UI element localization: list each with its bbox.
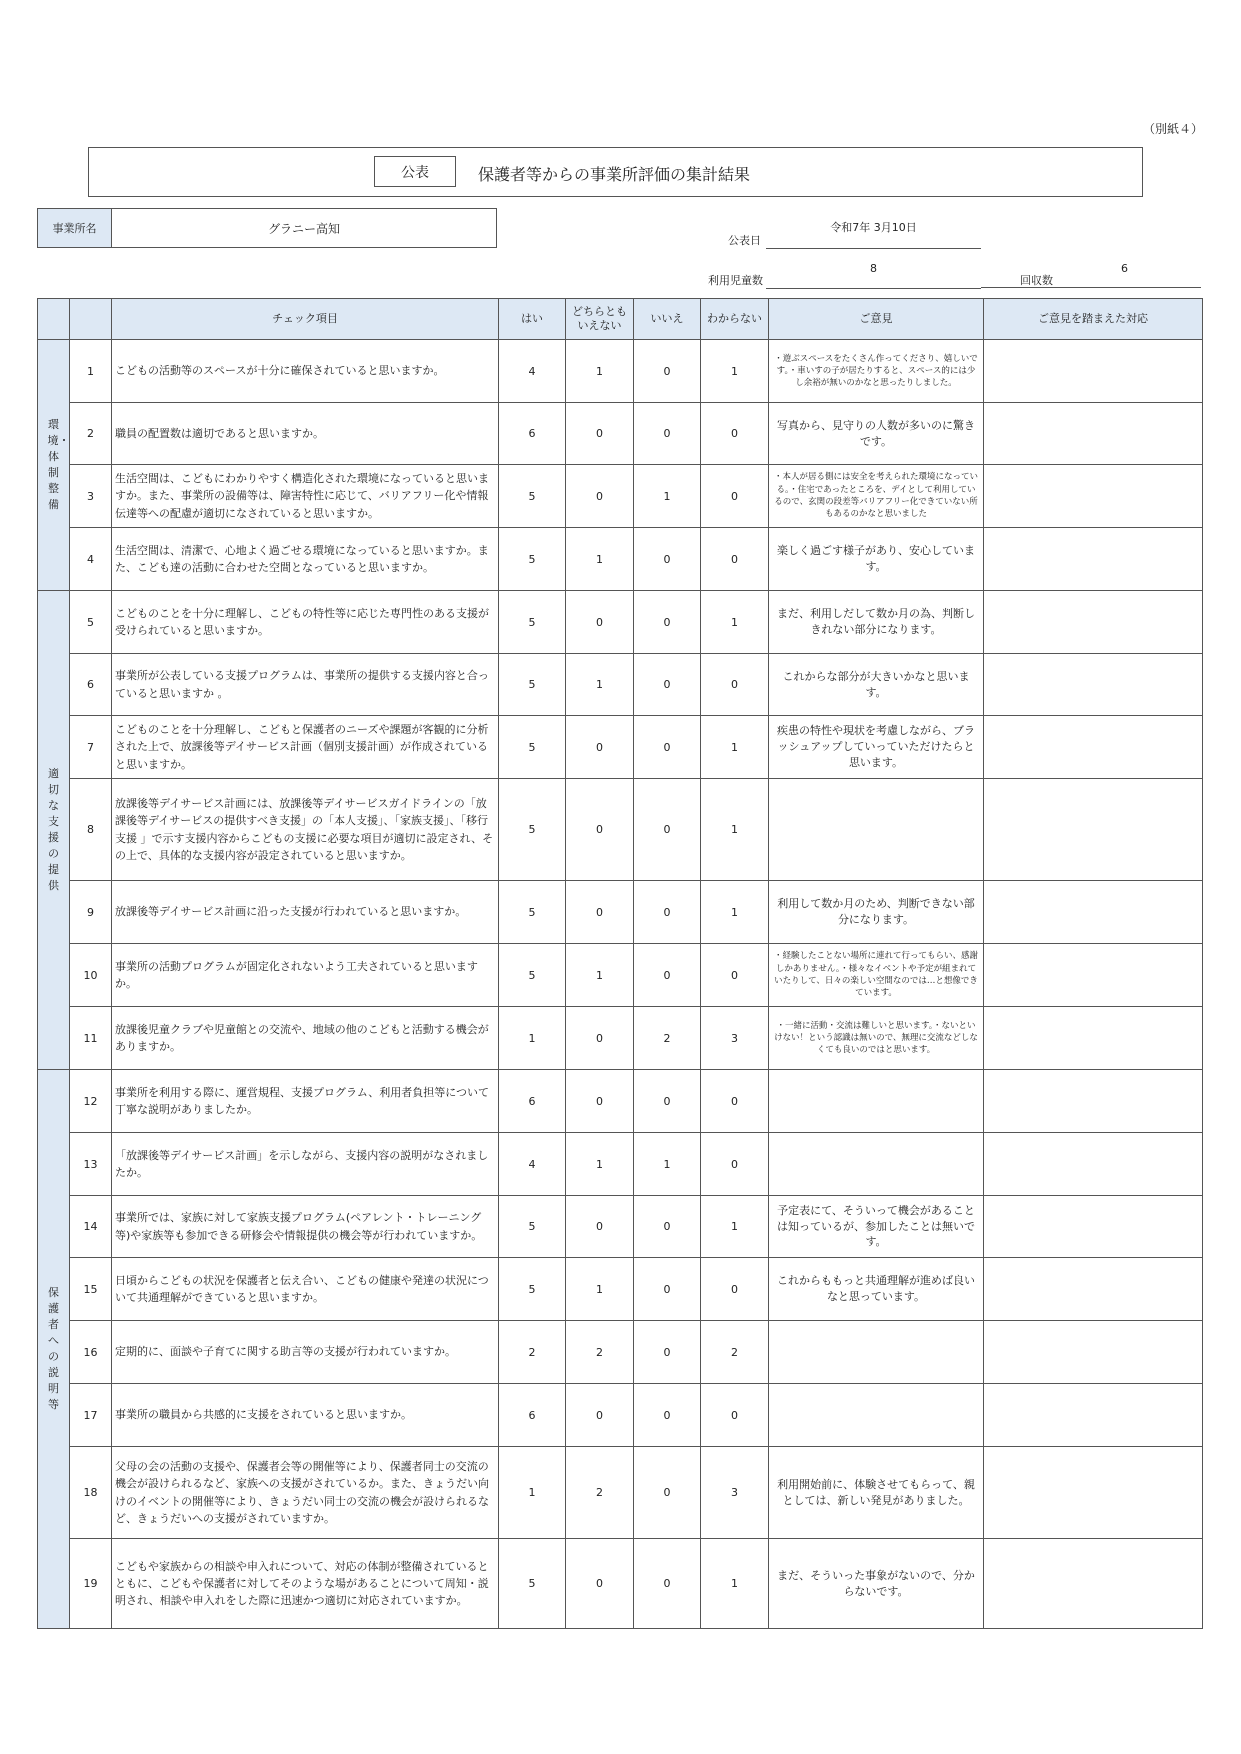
count-yes: 5 [499, 944, 566, 1007]
row-number: 19 [70, 1539, 112, 1629]
header-neutral: どちらとも いえない [566, 299, 634, 340]
count-neutral: 0 [566, 1384, 634, 1447]
count-unknown: 2 [701, 1321, 769, 1384]
count-no: 0 [634, 340, 701, 403]
table-row [38, 779, 1203, 881]
row-number: 10 [70, 944, 112, 1007]
row-number: 18 [70, 1447, 112, 1539]
count-yes: 1 [499, 1007, 566, 1070]
users-count-label: 利用児童数 [708, 274, 763, 287]
count-unknown: 1 [701, 340, 769, 403]
header-check-item: チェック項目 [112, 299, 499, 340]
table-row [38, 1070, 1203, 1133]
collected-count-value: 6 [981, 262, 1201, 288]
count-yes: 5 [499, 779, 566, 881]
count-neutral: 2 [566, 1321, 634, 1384]
check-item: 放課後等デイサービス計画には、放課後等デイサービスガイドラインの「放課後等デイサービスの提供すべき支援」の「本人支援」、「家族支援」、「移行支援 」で示す支援内容からこどもの支援に必要な項目が適切に設定され、その上で、具体的な支援内容が設定されていると思いますか。 [112, 779, 499, 881]
response-cell [984, 1258, 1203, 1321]
count-unknown: 1 [701, 1196, 769, 1258]
evaluation-table [37, 298, 1203, 1629]
opinion-cell [769, 1133, 984, 1196]
opinion-cell: 疾患の特性や現状を考慮しながら、ブラッシュアップしていっていただけたらと思います。 [769, 716, 984, 779]
count-unknown: 0 [701, 528, 769, 591]
count-yes: 6 [499, 1070, 566, 1133]
check-item: 事業所では、家族に対して家族支援プログラム(ペアレント・トレーニング等)や家族等も参加できる研修会や情報提供の機会等が行われていますか。 [112, 1196, 499, 1258]
count-unknown: 1 [701, 1539, 769, 1629]
opinion-cell: 利用して数か月のため、判断できない部分になります。 [769, 881, 984, 944]
header-unknown: わからない [701, 299, 769, 340]
page-title: 保護者等からの事業所評価の集計結果 [478, 165, 751, 184]
header-category [38, 299, 70, 340]
table-header-row [38, 299, 1203, 340]
response-cell [984, 1447, 1203, 1539]
category-cell [38, 340, 70, 591]
check-item: 事業所の活動プログラムが固定化されないよう工夫されていると思いますか。 [112, 944, 499, 1007]
response-cell [984, 779, 1203, 881]
row-number: 5 [70, 591, 112, 654]
header-yes: はい [499, 299, 566, 340]
count-neutral: 1 [566, 654, 634, 716]
row-number: 17 [70, 1384, 112, 1447]
table-row [38, 1196, 1203, 1258]
count-no: 2 [634, 1007, 701, 1070]
publication-date-label: 公表日 [728, 234, 761, 247]
response-cell [984, 1321, 1203, 1384]
row-number: 4 [70, 528, 112, 591]
category-label: 環境・体制整備 [47, 418, 70, 511]
header-response: ご意見を踏まえた対応 [984, 299, 1203, 340]
count-neutral: 0 [566, 1539, 634, 1629]
count-no: 0 [634, 716, 701, 779]
opinion-cell: まだ、利用しだして数か月の為、判断しきれない部分になります。 [769, 591, 984, 654]
opinion-cell [769, 1384, 984, 1447]
header-no: いいえ [634, 299, 701, 340]
row-number: 14 [70, 1196, 112, 1258]
count-no: 0 [634, 1196, 701, 1258]
count-unknown: 0 [701, 1070, 769, 1133]
count-yes: 6 [499, 1384, 566, 1447]
table-row [38, 1447, 1203, 1539]
count-unknown: 1 [701, 881, 769, 944]
count-yes: 4 [499, 1133, 566, 1196]
check-item: 日頃からこどもの状況を保護者と伝え合い、こどもの健康や発達の状況について共通理解ができていると思いますか。 [112, 1258, 499, 1321]
count-unknown: 0 [701, 403, 769, 465]
header-opinion: ご意見 [769, 299, 984, 340]
count-yes: 5 [499, 591, 566, 654]
table-row [38, 1321, 1203, 1384]
response-cell [984, 1539, 1203, 1629]
check-item: こどもや家族からの相談や申入れについて、対応の体制が整備されているとともに、こどもや保護者に対してそのような場があることについて周知・説明され、相談や申入れをした際に迅速かつ適切に対応されていますか。 [112, 1539, 499, 1629]
table-row [38, 1384, 1203, 1447]
row-number: 16 [70, 1321, 112, 1384]
row-number: 15 [70, 1258, 112, 1321]
opinion-cell: 利用開始前に、体験させてもらって、親としては、新しい発見がありました。 [769, 1447, 984, 1539]
count-yes: 5 [499, 528, 566, 591]
collected-count-label: 回収数 [1020, 274, 1053, 287]
count-no: 0 [634, 403, 701, 465]
count-no: 0 [634, 1321, 701, 1384]
category-label: 保護者への説明等 [48, 1286, 59, 1411]
response-cell [984, 1133, 1203, 1196]
count-yes: 2 [499, 1321, 566, 1384]
opinion-cell: これからな部分が大きいかなと思います。 [769, 654, 984, 716]
count-yes: 5 [499, 1539, 566, 1629]
check-item: 事業所の職員から共感的に支援をされていると思いますか。 [112, 1384, 499, 1447]
count-unknown: 0 [701, 465, 769, 528]
count-unknown: 1 [701, 716, 769, 779]
table-row [38, 403, 1203, 465]
table-row [38, 340, 1203, 403]
count-no: 0 [634, 654, 701, 716]
count-yes: 4 [499, 340, 566, 403]
response-cell [984, 654, 1203, 716]
opinion-cell: まだ、そういった事象がないので、分からないです。 [769, 1539, 984, 1629]
row-number: 6 [70, 654, 112, 716]
count-unknown: 1 [701, 591, 769, 654]
opinion-cell: ・本人が居る側には安全を考えられた環境になっている。・住宅であったところを、デイとして利用しているので、玄関の段差等バリアフリー化できていない所もあるのかなと思いました [769, 465, 984, 528]
check-item: 放課後児童クラブや児童館との交流や、地域の他のこどもと活動する機会がありますか。 [112, 1007, 499, 1070]
response-cell [984, 1007, 1203, 1070]
table-row [38, 528, 1203, 591]
users-count-value: 8 [766, 262, 981, 289]
opinion-cell: これからももっと共通理解が進めば良いなと思っています。 [769, 1258, 984, 1321]
count-neutral: 1 [566, 1258, 634, 1321]
row-number: 12 [70, 1070, 112, 1133]
check-item: 生活空間は、清潔で、心地よく過ごせる環境になっていると思いますか。また、こども達の活動に合わせた空間となっていると思いますか。 [112, 528, 499, 591]
check-item: 放課後等デイサービス計画に沿った支援が行われていると思いますか。 [112, 881, 499, 944]
count-yes: 5 [499, 654, 566, 716]
response-cell [984, 465, 1203, 528]
count-yes: 6 [499, 403, 566, 465]
response-cell [984, 1196, 1203, 1258]
count-neutral: 1 [566, 528, 634, 591]
count-neutral: 0 [566, 403, 634, 465]
count-no: 0 [634, 944, 701, 1007]
count-neutral: 0 [566, 716, 634, 779]
table-row [38, 1007, 1203, 1070]
check-item: 事業所が公表している支援プログラムは、事業所の提供する支援内容と合っていると思いますか 。 [112, 654, 499, 716]
row-number: 11 [70, 1007, 112, 1070]
row-number: 9 [70, 881, 112, 944]
row-number: 3 [70, 465, 112, 528]
count-no: 0 [634, 1070, 701, 1133]
count-no: 1 [634, 1133, 701, 1196]
count-neutral: 1 [566, 944, 634, 1007]
count-no: 0 [634, 1258, 701, 1321]
count-neutral: 0 [566, 1070, 634, 1133]
row-number: 8 [70, 779, 112, 881]
row-number: 2 [70, 403, 112, 465]
count-no: 1 [634, 465, 701, 528]
count-yes: 5 [499, 881, 566, 944]
response-cell [984, 403, 1203, 465]
count-no: 0 [634, 591, 701, 654]
opinion-cell: 予定表にて、そういって機会があることは知っているが、参加したことは無いです。 [769, 1196, 984, 1258]
row-number: 1 [70, 340, 112, 403]
count-no: 0 [634, 1447, 701, 1539]
count-unknown: 1 [701, 779, 769, 881]
opinion-cell [769, 1321, 984, 1384]
check-item: 事業所を利用する際に、運営規程、支援プログラム、利用者負担等について丁寧な説明がありましたか。 [112, 1070, 499, 1133]
opinion-cell: ・一緒に活動・交流は難しいと思います。・ないといけない！という認識は無いので、無理に交流などしなくても良いのではと思います。 [769, 1007, 984, 1070]
table-row [38, 881, 1203, 944]
category-cell [38, 591, 70, 1070]
table-row [38, 591, 1203, 654]
category-cell [38, 1070, 70, 1629]
count-neutral: 1 [566, 1133, 634, 1196]
count-no: 0 [634, 1539, 701, 1629]
table-row [38, 944, 1203, 1007]
count-neutral: 0 [566, 465, 634, 528]
count-neutral: 0 [566, 779, 634, 881]
count-neutral: 0 [566, 881, 634, 944]
office-name-label: 事業所名 [37, 208, 111, 248]
response-cell [984, 881, 1203, 944]
opinion-cell: 写真から、見守りの人数が多いのに驚きです。 [769, 403, 984, 465]
count-no: 0 [634, 528, 701, 591]
opinion-cell [769, 779, 984, 881]
opinion-cell: ・遊ぶスペースをたくさん作ってくださり、嬉しいです。・車いすの子が居たりすると、スペース的には少し余裕が無いのかなと思ったりしました。 [769, 340, 984, 403]
publication-date-value: 令和7年 3月10日 [766, 218, 981, 249]
table-row [38, 716, 1203, 779]
annex-label: （別紙４） [1143, 122, 1204, 136]
count-no: 0 [634, 881, 701, 944]
opinion-cell [769, 1070, 984, 1133]
opinion-cell: 楽しく過ごす様子があり、安心しています。 [769, 528, 984, 591]
check-item: こどものことを十分理解し、こどもと保護者のニーズや課題が客観的に分析された上で、放課後等デイサービス計画（個別支援計画）が作成されていると思いますか。 [112, 716, 499, 779]
table-row [38, 654, 1203, 716]
row-number: 13 [70, 1133, 112, 1196]
count-yes: 5 [499, 1258, 566, 1321]
count-neutral: 1 [566, 340, 634, 403]
count-unknown: 0 [701, 654, 769, 716]
response-cell [984, 716, 1203, 779]
count-unknown: 3 [701, 1447, 769, 1539]
category-label: 適切な支援の提供 [48, 767, 59, 892]
header-number [70, 299, 112, 340]
response-cell [984, 340, 1203, 403]
count-unknown: 0 [701, 1133, 769, 1196]
check-item: 職員の配置数は適切であると思いますか。 [112, 403, 499, 465]
count-yes: 5 [499, 465, 566, 528]
public-tag: 公表 [374, 156, 456, 187]
check-item: 生活空間は、こどもにわかりやすく構造化された環境になっていると思いますか。また、事業所の設備等は、障害特性に応じて、バリアフリー化や情報伝達等への配慮が適切になされていると思いますか。 [112, 465, 499, 528]
table-row [38, 1133, 1203, 1196]
response-cell [984, 1384, 1203, 1447]
office-name-value: グラニー高知 [111, 208, 497, 248]
check-item: こどもの活動等のスペースが十分に確保されていると思いますか。 [112, 340, 499, 403]
check-item: 「放課後等デイサービス計画」を示しながら、支援内容の説明がなされましたか。 [112, 1133, 499, 1196]
response-cell [984, 1070, 1203, 1133]
count-no: 0 [634, 1384, 701, 1447]
response-cell [984, 944, 1203, 1007]
table-row [38, 1539, 1203, 1629]
row-number: 7 [70, 716, 112, 779]
count-unknown: 0 [701, 1384, 769, 1447]
count-yes: 5 [499, 716, 566, 779]
response-cell [984, 591, 1203, 654]
check-item: こどものことを十分に理解し、こどもの特性等に応じた専門性のある支援が受けられていると思いますか。 [112, 591, 499, 654]
check-item: 父母の会の活動の支援や、保護者会等の開催等により、保護者同士の交流の機会が設けられるなど、家族への支援がされているか。また、きょうだい向けのイベントの開催等により、きょうだい同士の交流の機会が設けられるなど、きょうだいへの支援がされていますか。 [112, 1447, 499, 1539]
count-no: 0 [634, 779, 701, 881]
count-neutral: 2 [566, 1447, 634, 1539]
table-row [38, 1258, 1203, 1321]
opinion-cell: ・経験したことない場所に連れて行ってもらい、感謝しかありません。・様々なイベントや予定が組まれていたりして、日々の楽しい空間なのでは…と想像できています。 [769, 944, 984, 1007]
count-yes: 5 [499, 1196, 566, 1258]
count-neutral: 0 [566, 591, 634, 654]
count-yes: 1 [499, 1447, 566, 1539]
count-unknown: 0 [701, 944, 769, 1007]
count-unknown: 3 [701, 1007, 769, 1070]
count-unknown: 0 [701, 1258, 769, 1321]
count-neutral: 0 [566, 1196, 634, 1258]
check-item: 定期的に、面談や子育てに関する助言等の支援が行われていますか。 [112, 1321, 499, 1384]
table-row [38, 465, 1203, 528]
response-cell [984, 528, 1203, 591]
count-neutral: 0 [566, 1007, 634, 1070]
